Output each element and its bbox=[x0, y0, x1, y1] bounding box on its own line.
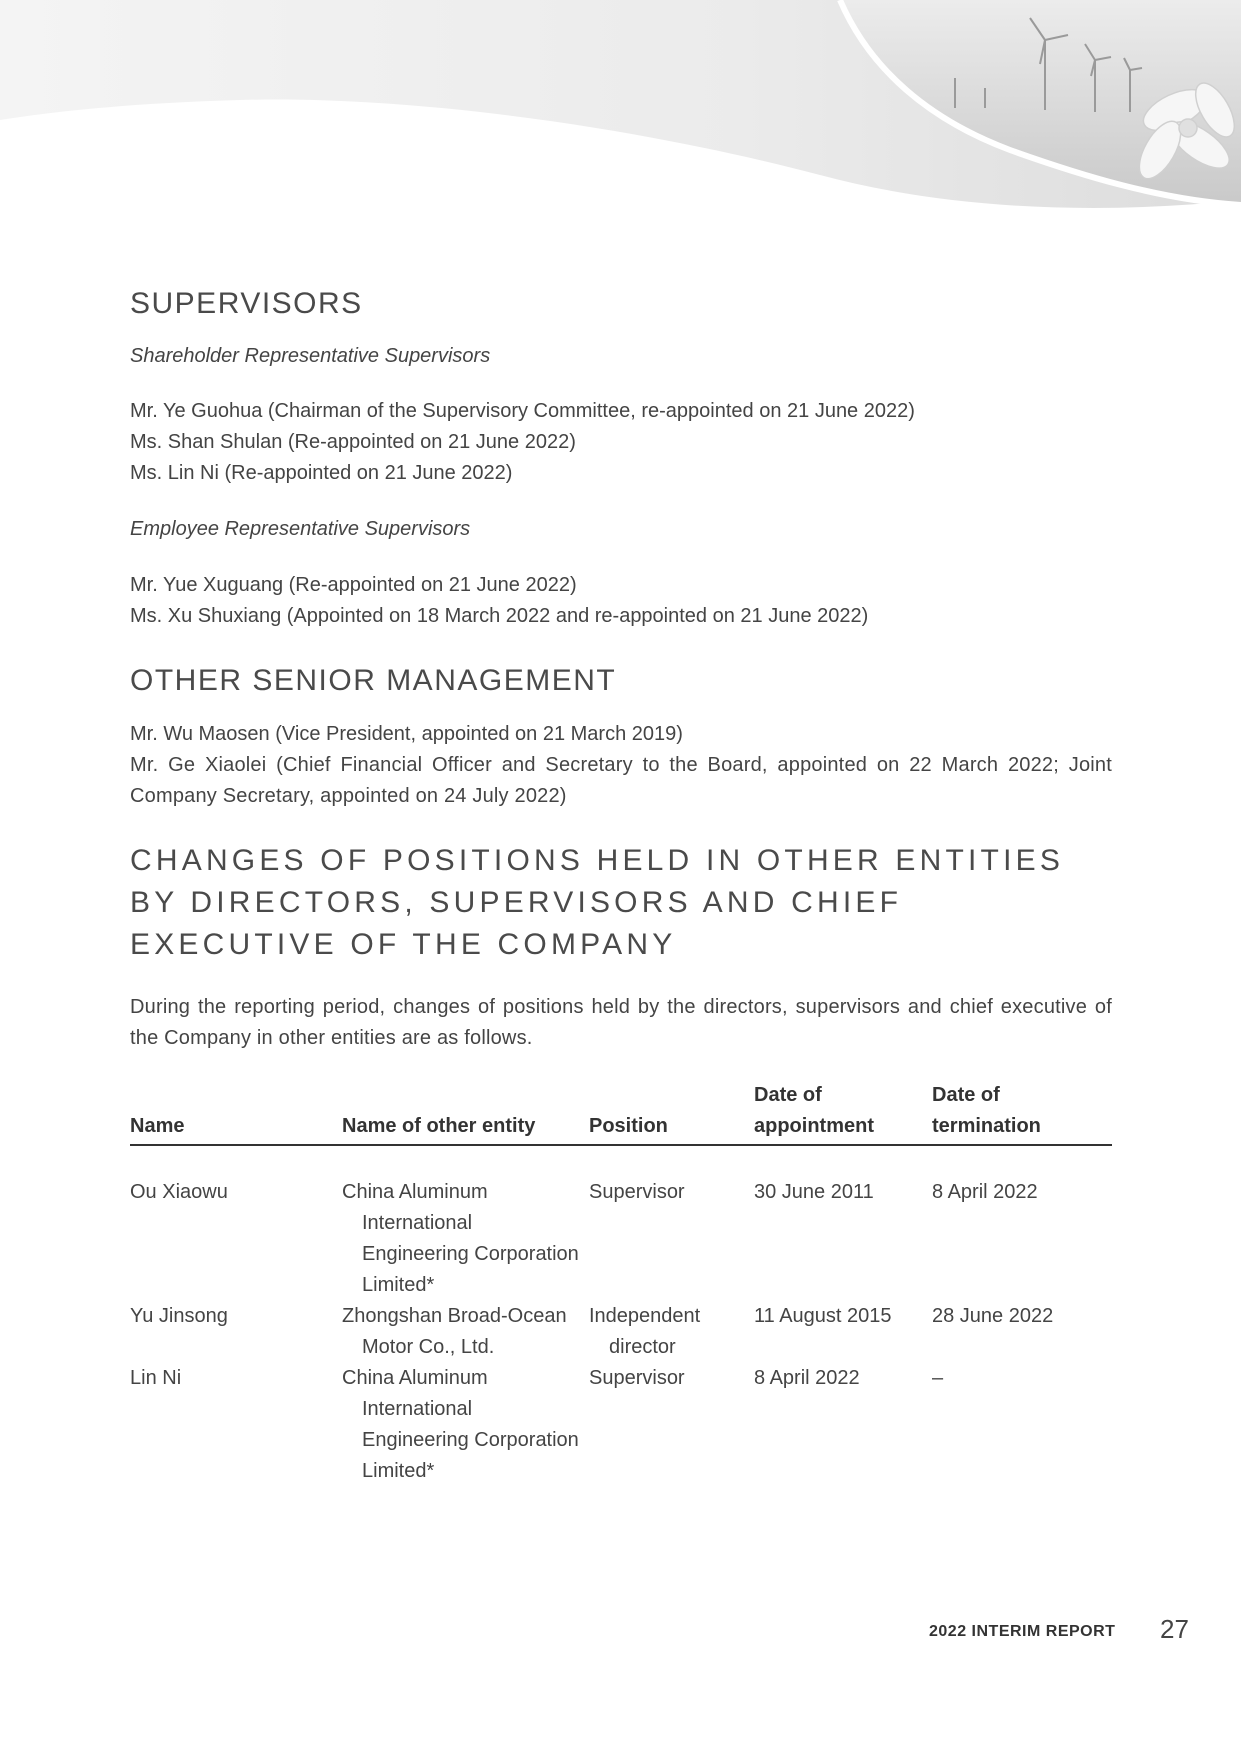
table-row bbox=[130, 1301, 1112, 1363]
header-termination-line2: termination bbox=[932, 1115, 1041, 1137]
position-changes-table bbox=[130, 1080, 1112, 1487]
cell-appointment: 8 April 2022 bbox=[754, 1367, 860, 1389]
supervisors-title: SUPERVISORS bbox=[130, 287, 363, 320]
changes-intro: During the reporting period, changes of positions held by the directors, supervisors and chief executive of the Company in other entities are as follows. bbox=[130, 996, 1112, 1049]
senior-management-title: OTHER SENIOR MANAGEMENT bbox=[130, 663, 617, 697]
header-entity: Name of other entity bbox=[342, 1080, 589, 1145]
header-appointment-line2: appointment bbox=[754, 1115, 874, 1137]
cell-name: Yu Jinsong bbox=[130, 1305, 228, 1327]
employee-supervisors-list bbox=[130, 570, 1112, 632]
cell-position: Independent director bbox=[589, 1305, 701, 1358]
header-banner bbox=[0, 0, 1241, 230]
table-row bbox=[130, 1177, 1112, 1301]
list-item: Mr. Yue Xuguang (Re-appointed on 21 June 2022) bbox=[130, 573, 577, 596]
cell-name: Ou Xiaowu bbox=[130, 1181, 228, 1203]
list-item: Ms. Shan Shulan (Re-appointed on 21 June 2022) bbox=[130, 430, 576, 453]
report-label: 2022 INTERIM REPORT bbox=[929, 1623, 1116, 1640]
list-item: Mr. Ge Xiaolei (Chief Financial Officer and Secretary to the Board, appointed on 22 March 2022; Joint Company Secretary, appointed on 24 July 2022) bbox=[130, 754, 1112, 807]
senior-management-list bbox=[130, 719, 1112, 812]
shareholder-supervisors-list bbox=[130, 396, 1112, 489]
cell-termination: – bbox=[932, 1367, 944, 1389]
cell-position: Supervisor bbox=[589, 1181, 685, 1203]
page-number: 27 bbox=[1160, 1614, 1189, 1644]
page-content bbox=[130, 285, 1112, 1487]
list-item: Mr. Wu Maosen (Vice President, appointed on 21 March 2019) bbox=[130, 723, 683, 745]
shareholder-supervisors-heading: Shareholder Representative Supervisors bbox=[130, 344, 491, 367]
cell-position: Supervisor bbox=[589, 1367, 685, 1389]
header-appointment bbox=[754, 1080, 932, 1145]
header-position: Position bbox=[589, 1080, 754, 1145]
cell-appointment: 11 August 2015 bbox=[754, 1305, 892, 1327]
header-termination-line1: Date of bbox=[932, 1084, 1000, 1106]
employee-supervisors-heading: Employee Representative Supervisors bbox=[130, 517, 471, 540]
cell-entity: China Aluminum International Engineering Corporation Limited* bbox=[342, 1181, 579, 1296]
list-item: Ms. Xu Shuxiang (Appointed on 18 March 2022 and re-appointed on 21 June 2022) bbox=[130, 604, 869, 627]
list-item: Mr. Ye Guohua (Chairman of the Supervisory Committee, re-appointed on 21 June 2022) bbox=[130, 399, 915, 422]
table-row bbox=[130, 1363, 1112, 1487]
list-item: Ms. Lin Ni (Re-appointed on 21 June 2022) bbox=[130, 461, 513, 484]
cell-entity: Zhongshan Broad-Ocean Motor Co., Ltd. bbox=[342, 1305, 567, 1358]
cell-name: Lin Ni bbox=[130, 1367, 182, 1389]
cell-appointment: 30 June 2011 bbox=[754, 1181, 874, 1203]
header-appointment-line1: Date of bbox=[754, 1084, 822, 1106]
table-header-row bbox=[130, 1080, 1112, 1145]
changes-title: CHANGES OF POSITIONS HELD IN OTHER ENTITIES BY DIRECTORS, SUPERVISORS AND CHIEF EXECUTIVE OF THE COMPANY bbox=[130, 844, 1065, 961]
header-name: Name bbox=[130, 1080, 342, 1145]
cell-termination: 28 June 2022 bbox=[932, 1305, 1054, 1327]
table-spacer bbox=[130, 1145, 1112, 1177]
cell-entity: China Aluminum International Engineering Corporation Limited* bbox=[342, 1367, 579, 1482]
header-termination bbox=[932, 1080, 1112, 1145]
cell-termination: 8 April 2022 bbox=[932, 1181, 1038, 1203]
